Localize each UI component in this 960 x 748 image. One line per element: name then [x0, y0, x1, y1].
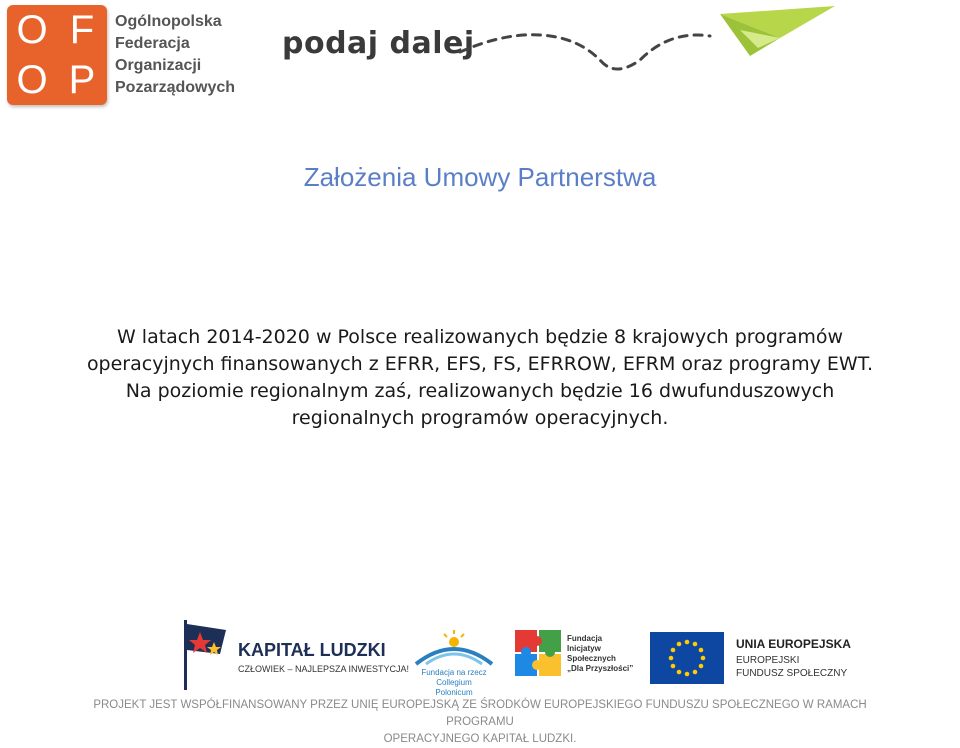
ofop-letter: O — [16, 8, 48, 52]
paragraph-line: operacyjnych finansowanych z EFRR, EFS, FS, EFRROW, EFRM oraz programy EWT. — [86, 353, 874, 375]
eu-fund-name — [736, 654, 847, 680]
kapital-ludzki-flag-icon — [180, 620, 230, 690]
fundacja-line: „Dla Przyszłości” — [567, 664, 634, 673]
eu-sub-line: EUROPEJSKI — [736, 655, 800, 666]
ofop-organization-name — [115, 11, 235, 99]
ofop-name-line: Ogólnopolska — [115, 13, 222, 30]
paragraph-line: Na poziomie regionalnym zaś, realizowanych będzie 16 dwufunduszowych — [125, 380, 835, 402]
puzzle-icon — [513, 628, 563, 686]
ofop-logo — [7, 5, 107, 105]
cofinancing-line: PROJEKT JEST WSPÓŁFINANSOWANY PRZEZ UNIĘ EUROPEJSKĄ ZE ŚRODKÓW EUROPEJSKIEGO FUNDUSZU SPOŁECZNEGO W RAMACH PROGRAMU — [93, 699, 867, 728]
polonicum-line: Collegium Polonicum — [435, 678, 473, 697]
ofop-letter: F — [69, 8, 95, 52]
eu-title: UNIA EUROPEJSKA — [736, 637, 851, 651]
cofinancing-note — [60, 697, 900, 748]
ofop-name-line: Organizacji — [115, 57, 202, 74]
eu-sub-line: FUNDUSZ SPOŁECZNY — [736, 668, 848, 679]
kapital-ludzki-name: KAPITAŁ LUDZKI — [238, 640, 386, 660]
collegium-polonicum-sun-icon — [412, 628, 496, 668]
collegium-polonicum-name — [418, 668, 490, 698]
ofop-name-line: Pozarządowych — [115, 79, 236, 96]
slide-title: Założenia Umowy Partnerstwa — [303, 162, 657, 192]
ofop-letter: O — [16, 58, 48, 102]
paragraph-line: regionalnych programów operacyjnych. — [291, 407, 669, 429]
eu-flag-icon — [650, 632, 724, 684]
polonicum-line: Fundacja na rzecz — [421, 668, 487, 677]
ofop-letter: P — [68, 58, 96, 102]
fundacja-line: Społecznych — [567, 654, 616, 663]
ofop-name-line: Federacja — [115, 35, 190, 52]
fundacja-line: Inicjatyw — [567, 644, 601, 653]
sponsor-logos — [180, 620, 860, 697]
paragraph-line: W latach 2014-2020 w Polsce realizowanych będzie 8 krajowych programów — [116, 326, 844, 348]
fundacja-dla-przyszlosci-name — [567, 634, 633, 674]
fundacja-line: Fundacja — [567, 634, 603, 643]
podaj-dalej-logo-text: podaj dalej — [282, 26, 475, 61]
paper-plane-icon — [440, 0, 860, 90]
cofinancing-line: OPERACYJNEGO KAPITAŁ LUDZKI. — [383, 733, 577, 745]
body-paragraph — [40, 324, 920, 432]
kapital-ludzki-tagline: CZŁOWIEK – NAJLEPSZA INWESTYCJA! — [238, 664, 410, 674]
